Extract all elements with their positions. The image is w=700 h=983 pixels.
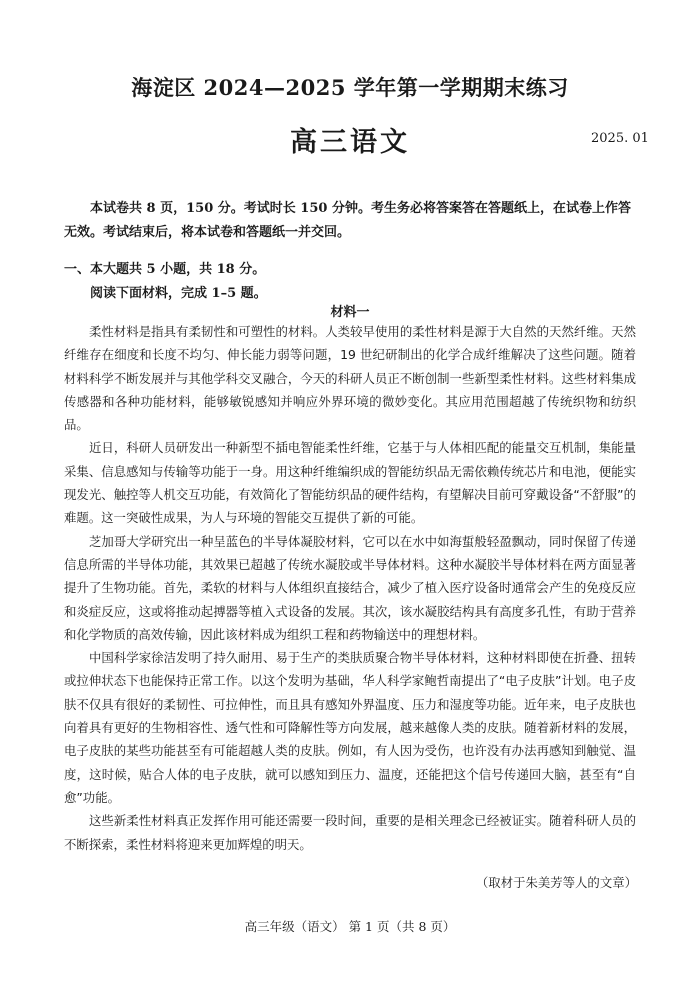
subject-title: 高三语文	[290, 127, 410, 158]
section-heading: 一、本大题共 5 小题，共 18 分。	[64, 262, 266, 277]
paragraph: 近日，科研人员研发出一种新型不插电智能柔性纤维，它基于与人体相匹配的能量交互机制，集能量采集、信息感知与传输等功能于一身。用这种纤维编织成的智能纺织品无需依赖传统芯片和电池，便能实现发光、触控等人机交互功能，有效简化了智能纺织品的硬件结构，有望解决目前可穿戴设备“不舒服”的难题。这一突破性成果，为人与环境的智能交互提供了新的可能。	[64, 440, 636, 526]
exam-date: 2025. 01	[591, 131, 649, 146]
paragraph: 柔性材料是指具有柔韧性和可塑性的材料。人类较早使用的柔性材料是源于大自然的天然纤维。天然纤维存在细度和长度不均匀、伸长能力弱等问题，19 世纪研制出的化学合成纤维解决了这些问题。随着材料科学不断发展并与其他学科交叉融合，今天的科研人员正不断创制一些新型柔性材料。这些材料集成传感器和各种功能材料，能够敏锐感知并响应外界环境的微妙变化。其应用范围超越了传统织物和纺织品。	[64, 324, 636, 433]
material-title: 材料一	[330, 305, 370, 320]
page-footer: 高三年级（语文） 第 1 页（共 8 页）	[244, 919, 456, 934]
paragraph: 中国科学家徐洁发明了持久耐用、易于生产的类肤质聚合物半导体材料，这种材料即使在折叠、扭转或拉伸状态下也能保持正常工作。以这个发明为基础，华人科学家鲍哲南提出了“电子皮肤”计划。电子皮肤不仅具有很好的柔韧性、可拉伸性，而且具有感知外界温度、压力和湿度等功能。近年来，电子皮肤也向着具有更好的生物相容性、透气性和可降解性等方向发展，越来越像人类的皮肤。随着新材料的发展，电子皮肤的某些功能甚至有可能超越人类的皮肤。例如，有人因为受伤，也许没有办法再感知到触觉、温度，这时候，贴合人体的电子皮肤，就可以感知到压力、温度，还能把这个信号传递回大脑，甚至有“自愈”功能。	[64, 650, 636, 805]
paragraph: 芝加哥大学研究出一种呈蓝色的半导体凝胶材料，它可以在水中如海蜇般轻盈飘动，同时保留了传递信息所需的半导体功能，其效果已超越了传统水凝胶或半导体材料。这种水凝胶半导体材料在两方面显著提升了生物功能。首先，柔软的材料与人体组织直接结合，减少了植入医疗设备时通常会产生的免疫反应和炎症反应，这或将推动起搏器等植入式设备的发展。其次，该水凝胶结构具有高度多孔性，有助于营养和化学物质的高效传输，因此该材料成为组织工程和药物输送中的理想材料。	[64, 533, 636, 642]
reading-instruction: 阅读下面材料，完成 1–5 题。	[90, 286, 267, 301]
exam-title: 海淀区 2024—2025 学年第一学期期末练习	[131, 75, 569, 100]
passage	[64, 320, 636, 856]
exam-instructions: 本试卷共 8 页，150 分。考试时长 150 分钟。考生务必将答案答在答题纸上，在试卷上作答无效。考试结束后，将本试卷和答题纸一并交回。	[64, 201, 631, 240]
source-attribution: （取材于朱美芳等人的文章）	[475, 875, 637, 890]
paragraph: 这些新柔性材料真正发挥作用可能还需要一段时间，重要的是相关理念已经被证实。随着科研人员的不断探索，柔性材料将迎来更加辉煌的明天。	[64, 813, 636, 852]
